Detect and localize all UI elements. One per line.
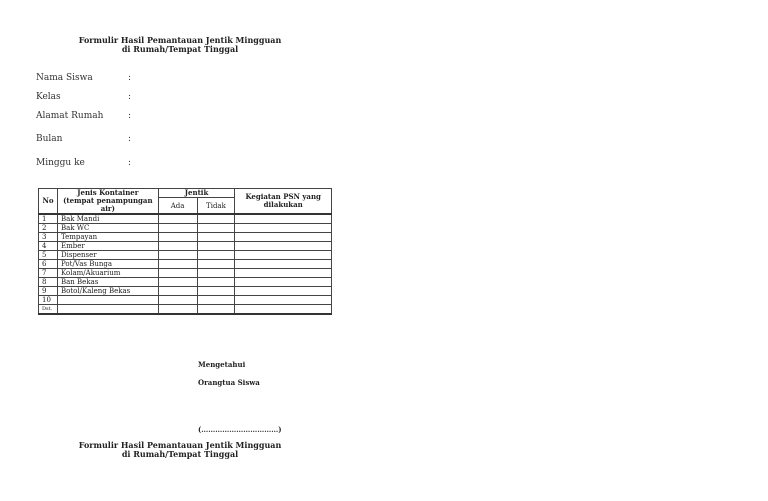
row-tidak-cell — [197, 287, 235, 296]
row-psn-cell — [235, 260, 332, 269]
row-psn-cell — [235, 287, 332, 296]
header-container — [57, 189, 158, 215]
row-psn-cell — [235, 242, 332, 251]
header-jentik: Jentik — [158, 189, 235, 198]
row-container — [57, 296, 158, 305]
field-label-bulan: Bulan — [36, 134, 63, 144]
row-number: 4 — [39, 242, 58, 251]
row-ada-cell — [158, 287, 197, 296]
field-label-nama-siswa: Nama Siswa — [36, 73, 93, 83]
row-ada-cell — [158, 224, 197, 233]
header-no: No — [39, 189, 58, 215]
table-row — [39, 233, 332, 242]
row-number: 5 — [39, 251, 58, 260]
row-ada-cell — [158, 305, 197, 315]
row-ada-cell — [158, 233, 197, 242]
row-psn-cell — [235, 251, 332, 260]
row-container: Dispenser — [57, 251, 158, 260]
table-row — [39, 260, 332, 269]
table-row — [39, 296, 332, 305]
table-row — [39, 214, 332, 224]
header-ada: Ada — [158, 198, 197, 214]
field-colon-nama-siswa: : — [128, 73, 132, 83]
table-row — [39, 251, 332, 260]
row-ada-cell — [158, 278, 197, 287]
table-row — [39, 305, 332, 315]
row-tidak-cell — [197, 242, 235, 251]
row-number: 2 — [39, 224, 58, 233]
header-container-line-3: air) — [100, 204, 115, 213]
table-row — [39, 278, 332, 287]
row-ada-cell — [158, 260, 197, 269]
row-container: Bak Mandi — [57, 214, 158, 224]
row-container — [57, 305, 158, 315]
row-tidak-cell — [197, 305, 235, 315]
parent-role-label: Orangtua Siswa — [198, 378, 260, 387]
row-ada-cell — [158, 251, 197, 260]
table-row — [39, 269, 332, 278]
header-psn-line-2: dilakukan — [263, 200, 303, 209]
row-tidak-cell — [197, 296, 235, 305]
page-title — [60, 36, 300, 54]
row-container: Pot/Vas Bunga — [57, 260, 158, 269]
row-number: 8 — [39, 278, 58, 287]
container-monitoring-table — [38, 188, 332, 315]
row-psn-cell — [235, 296, 332, 305]
field-colon-alamat-rumah: : — [128, 111, 132, 121]
acknowledged-label: Mengetahui — [198, 360, 246, 369]
row-ada-cell — [158, 269, 197, 278]
field-label-kelas: Kelas — [36, 92, 61, 102]
row-psn-cell — [235, 305, 332, 315]
title-line-2: di Rumah/Tempat Tinggal — [121, 44, 239, 54]
row-ada-cell — [158, 214, 197, 224]
field-colon-minggu-ke: : — [128, 158, 132, 168]
footer-title-line-1: Formulir Hasil Pemantauan Jentik Mingguan — [78, 440, 282, 450]
row-number: 1 — [39, 214, 58, 224]
row-psn-cell — [235, 278, 332, 287]
row-psn-cell — [235, 214, 332, 224]
row-container: Ember — [57, 242, 158, 251]
row-psn-cell — [235, 269, 332, 278]
row-tidak-cell — [197, 224, 235, 233]
row-ada-cell — [158, 296, 197, 305]
row-tidak-cell — [197, 233, 235, 242]
row-ada-cell — [158, 242, 197, 251]
field-label-minggu-ke: Minggu ke — [36, 158, 85, 168]
row-tidak-cell — [197, 269, 235, 278]
row-container: Botol/Kaleng Bekas — [57, 287, 158, 296]
header-psn — [235, 189, 332, 215]
signature-blank: (……………………………) — [198, 425, 282, 434]
table-row — [39, 224, 332, 233]
row-number: 3 — [39, 233, 58, 242]
row-psn-cell — [235, 224, 332, 233]
row-number: 6 — [39, 260, 58, 269]
table-row — [39, 287, 332, 296]
row-number: 9 — [39, 287, 58, 296]
row-tidak-cell — [197, 251, 235, 260]
title-line-1: Formulir Hasil Pemantauan Jentik Mingguan — [78, 35, 282, 45]
footer-title-line-2: di Rumah/Tempat Tinggal — [121, 449, 239, 459]
row-container: Bak WC — [57, 224, 158, 233]
header-psn-line-1: Kegiatan PSN yang — [245, 192, 321, 201]
row-tidak-cell — [197, 278, 235, 287]
header-container-line-1: Jenis Kontainer — [77, 188, 139, 197]
row-container: Tempayan — [57, 233, 158, 242]
row-number: 10 — [39, 296, 58, 305]
row-number: Dst. — [39, 305, 58, 315]
footer-title — [60, 441, 300, 459]
row-tidak-cell — [197, 260, 235, 269]
row-container: Ban Bekas — [57, 278, 158, 287]
field-label-alamat-rumah: Alamat Rumah — [36, 111, 104, 121]
row-container: Kolam/Akuarium — [57, 269, 158, 278]
field-colon-bulan: : — [128, 134, 132, 144]
field-colon-kelas: : — [128, 92, 132, 102]
table-row — [39, 242, 332, 251]
row-number: 7 — [39, 269, 58, 278]
row-psn-cell — [235, 233, 332, 242]
header-container-line-2: (tempat penampungan — [63, 196, 153, 205]
row-tidak-cell — [197, 214, 235, 224]
header-tidak: Tidak — [197, 198, 235, 214]
